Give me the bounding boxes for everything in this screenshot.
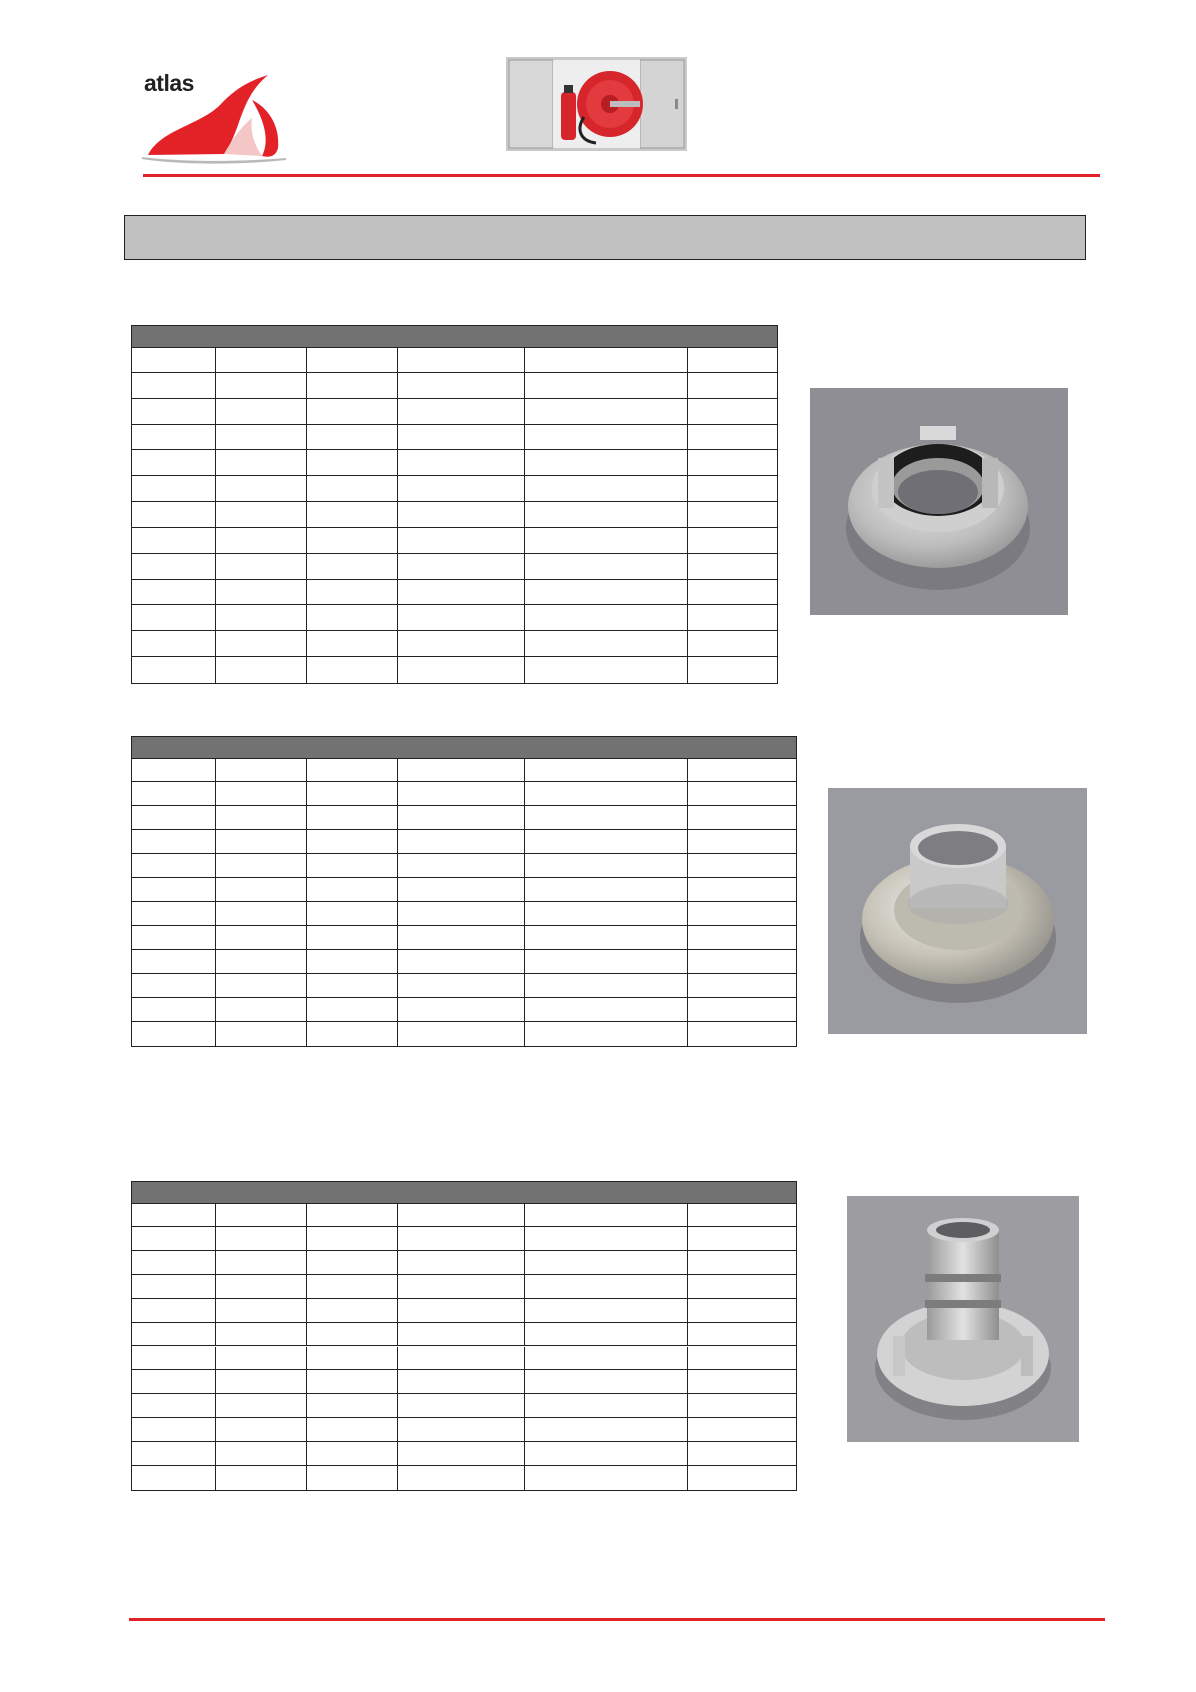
table-cell	[132, 782, 216, 805]
table-cell	[307, 1347, 398, 1370]
table-cell	[216, 1370, 307, 1393]
threaded-coupling-photo	[828, 788, 1087, 1034]
table-cell	[688, 347, 777, 372]
table-cell	[398, 450, 525, 475]
table-cell	[688, 1251, 796, 1274]
table-cell	[216, 528, 307, 553]
table-cell	[132, 1394, 216, 1417]
table-cell	[688, 758, 796, 781]
table-cell	[525, 373, 688, 398]
table-cell	[525, 1418, 688, 1441]
table-cell	[216, 1418, 307, 1441]
table-cell	[307, 902, 398, 925]
table-cell	[132, 1251, 216, 1274]
table-row	[132, 926, 796, 950]
table-row	[132, 1299, 796, 1323]
table-cell	[525, 1323, 688, 1346]
table-cell	[688, 605, 777, 630]
table-cell	[216, 830, 307, 853]
table-row	[132, 1203, 796, 1227]
table-row	[132, 399, 777, 425]
table-cell	[398, 631, 525, 656]
table-row	[132, 1418, 796, 1442]
table-cell	[398, 806, 525, 829]
table-cell	[216, 605, 307, 630]
table-cell	[398, 1347, 525, 1370]
table-cell	[398, 758, 525, 781]
table-cell	[525, 1022, 688, 1046]
table-cell	[688, 580, 777, 605]
table-row	[132, 1394, 796, 1418]
table-cell	[307, 1394, 398, 1417]
table-cell	[132, 373, 216, 398]
table-cell	[525, 1466, 688, 1490]
table-row	[132, 950, 796, 974]
table-cell	[132, 528, 216, 553]
table-cell	[307, 758, 398, 781]
table-header-bar	[132, 326, 777, 348]
table-cell	[216, 1347, 307, 1370]
table-row	[132, 373, 777, 399]
table-cell	[307, 1275, 398, 1298]
table-cell	[307, 347, 398, 372]
table-cell	[525, 974, 688, 997]
table-row	[132, 1323, 796, 1347]
table-cell	[216, 806, 307, 829]
table-cell	[216, 502, 307, 527]
table-cell	[307, 1466, 398, 1490]
table-cell	[307, 1227, 398, 1250]
table-cell	[398, 974, 525, 997]
table-cell	[398, 998, 525, 1021]
table-row	[132, 528, 777, 554]
table-cell	[688, 425, 777, 450]
table-cell	[525, 902, 688, 925]
table-cell	[398, 830, 525, 853]
table-cell	[132, 476, 216, 501]
table-cell	[307, 1203, 398, 1226]
table-row	[132, 830, 796, 854]
table-cell	[132, 347, 216, 372]
table-cell	[525, 605, 688, 630]
table-cell	[216, 950, 307, 973]
table-cell	[525, 926, 688, 949]
table-cell	[132, 1466, 216, 1490]
table-cell	[525, 1251, 688, 1274]
coupling-table-2	[131, 736, 797, 1047]
table-cell	[398, 1394, 525, 1417]
table-cell	[307, 854, 398, 877]
table-cell	[307, 1323, 398, 1346]
table-cell	[132, 605, 216, 630]
table-cell	[525, 1275, 688, 1298]
table-cell	[216, 854, 307, 877]
table-cell	[525, 554, 688, 579]
table-cell	[216, 998, 307, 1021]
table-row	[132, 450, 777, 476]
table-cell	[688, 854, 796, 877]
table-cell	[132, 1227, 216, 1250]
table-cell	[132, 631, 216, 656]
table-cell	[216, 657, 307, 683]
table-cell	[525, 347, 688, 372]
table-row	[132, 1370, 796, 1394]
table-cell	[398, 528, 525, 553]
table-cell	[132, 806, 216, 829]
table-cell	[398, 782, 525, 805]
header-rule	[143, 174, 1100, 177]
table-row	[132, 554, 777, 580]
table-cell	[132, 554, 216, 579]
table-cell	[132, 502, 216, 527]
table-header-bar	[132, 737, 796, 759]
table-cell	[216, 1442, 307, 1465]
table-cell	[398, 1275, 525, 1298]
table-cell	[307, 926, 398, 949]
table-row	[132, 1466, 796, 1490]
table-cell	[688, 1347, 796, 1370]
table-cell	[398, 902, 525, 925]
table-cell	[525, 950, 688, 973]
table-cell	[688, 1275, 796, 1298]
table-cell	[688, 782, 796, 805]
table-row	[132, 580, 777, 606]
table-cell	[525, 1347, 688, 1370]
table-cell	[216, 1203, 307, 1226]
table-cell	[398, 854, 525, 877]
table-cell	[132, 1347, 216, 1370]
table-row	[132, 1227, 796, 1251]
table-row	[132, 347, 777, 373]
table-cell	[216, 878, 307, 901]
table-cell	[525, 1203, 688, 1226]
brand-name: atlas	[144, 70, 194, 96]
table-cell	[132, 1442, 216, 1465]
table-row	[132, 1347, 796, 1371]
table-cell	[307, 450, 398, 475]
table-cell	[688, 1022, 796, 1046]
table-cell	[307, 1299, 398, 1322]
table-cell	[688, 998, 796, 1021]
coupling-table-3	[131, 1181, 797, 1491]
table-cell	[132, 425, 216, 450]
table-cell	[132, 998, 216, 1021]
table-cell	[216, 974, 307, 997]
coupling-table-1	[131, 325, 778, 684]
table-cell	[688, 830, 796, 853]
table-cell	[398, 1203, 525, 1226]
table-cell	[216, 926, 307, 949]
table-cell	[688, 450, 777, 475]
table-row	[132, 1251, 796, 1275]
table-cell	[525, 1370, 688, 1393]
table-cell	[398, 502, 525, 527]
table-cell	[525, 425, 688, 450]
table-cell	[307, 631, 398, 656]
table-cell	[688, 554, 777, 579]
table-cell	[307, 605, 398, 630]
table-row	[132, 476, 777, 502]
table-cell	[307, 1418, 398, 1441]
table-cell	[216, 399, 307, 424]
table-cell	[216, 1466, 307, 1490]
table-cell	[216, 902, 307, 925]
table-cell	[525, 1394, 688, 1417]
table-row	[132, 1442, 796, 1466]
table-cell	[525, 631, 688, 656]
table-row	[132, 782, 796, 806]
table-cell	[307, 830, 398, 853]
table-cell	[132, 878, 216, 901]
table-cell	[398, 878, 525, 901]
table-cell	[525, 1299, 688, 1322]
table-cell	[688, 1466, 796, 1490]
table-cell	[688, 806, 796, 829]
table-row	[132, 1022, 796, 1046]
table-cell	[398, 1022, 525, 1046]
table-row	[132, 806, 796, 830]
table-cell	[525, 758, 688, 781]
table-cell	[688, 1299, 796, 1322]
table-cell	[688, 926, 796, 949]
table-cell	[525, 657, 688, 683]
table-cell	[132, 974, 216, 997]
hose-tail-coupling-photo	[847, 1196, 1079, 1442]
table-cell	[398, 1442, 525, 1465]
table-cell	[525, 450, 688, 475]
table-cell	[216, 425, 307, 450]
table-header-bar	[132, 1182, 796, 1204]
table-cell	[398, 605, 525, 630]
table-cell	[216, 758, 307, 781]
table-cell	[307, 1251, 398, 1274]
table-cell	[398, 476, 525, 501]
table-cell	[398, 373, 525, 398]
table-cell	[688, 476, 777, 501]
table-cell	[132, 1299, 216, 1322]
table-row	[132, 631, 777, 657]
table-cell	[398, 950, 525, 973]
section-title-bar	[124, 215, 1086, 260]
table-cell	[216, 554, 307, 579]
table-cell	[216, 476, 307, 501]
table-cell	[307, 425, 398, 450]
table-cell	[398, 554, 525, 579]
table-cell	[688, 1394, 796, 1417]
table-cell	[525, 528, 688, 553]
table-cell	[398, 1251, 525, 1274]
table-cell	[307, 878, 398, 901]
table-cell	[525, 1227, 688, 1250]
table-cell	[307, 998, 398, 1021]
table-row	[132, 854, 796, 878]
table-cell	[132, 1418, 216, 1441]
table-cell	[132, 830, 216, 853]
table-row	[132, 902, 796, 926]
table-cell	[307, 657, 398, 683]
table-cell	[216, 373, 307, 398]
table-cell	[525, 854, 688, 877]
table-row	[132, 502, 777, 528]
table-cell	[132, 1022, 216, 1046]
table-cell	[307, 950, 398, 973]
table-cell	[398, 1323, 525, 1346]
atlas-logo	[140, 70, 290, 165]
table-cell	[132, 854, 216, 877]
table-cell	[307, 502, 398, 527]
table-cell	[398, 399, 525, 424]
table-cell	[307, 476, 398, 501]
table-cell	[398, 1370, 525, 1393]
table-row	[132, 998, 796, 1022]
table-cell	[307, 806, 398, 829]
table-cell	[307, 974, 398, 997]
table-cell	[132, 758, 216, 781]
table-row	[132, 1275, 796, 1299]
table-cell	[307, 580, 398, 605]
table-cell	[216, 1323, 307, 1346]
table-cell	[688, 631, 777, 656]
table-cell	[688, 1203, 796, 1226]
table-cell	[216, 631, 307, 656]
table-cell	[398, 1299, 525, 1322]
table-row	[132, 605, 777, 631]
table-cell	[398, 580, 525, 605]
table-cell	[525, 878, 688, 901]
table-cell	[688, 1442, 796, 1465]
table-cell	[525, 399, 688, 424]
table-cell	[216, 1022, 307, 1046]
table-cell	[525, 502, 688, 527]
table-cell	[132, 657, 216, 683]
table-cell	[132, 926, 216, 949]
table-cell	[398, 347, 525, 372]
table-cell	[525, 830, 688, 853]
table-cell	[688, 1370, 796, 1393]
table-cell	[216, 1299, 307, 1322]
table-row	[132, 758, 796, 782]
table-cell	[307, 782, 398, 805]
table-cell	[688, 1418, 796, 1441]
table-cell	[525, 806, 688, 829]
table-cell	[398, 1227, 525, 1250]
table-cell	[132, 1370, 216, 1393]
table-row	[132, 425, 777, 451]
table-cell	[688, 399, 777, 424]
table-cell	[307, 1022, 398, 1046]
table-cell	[688, 373, 777, 398]
table-cell	[398, 425, 525, 450]
table-cell	[307, 399, 398, 424]
fixed-coupling-photo	[810, 388, 1068, 615]
table-cell	[688, 528, 777, 553]
table-cell	[688, 502, 777, 527]
table-cell	[688, 657, 777, 683]
table-cell	[216, 1251, 307, 1274]
table-cell	[216, 1227, 307, 1250]
table-row	[132, 878, 796, 902]
table-cell	[398, 657, 525, 683]
table-cell	[132, 580, 216, 605]
table-cell	[132, 902, 216, 925]
table-cell	[216, 580, 307, 605]
table-cell	[688, 974, 796, 997]
table-cell	[525, 580, 688, 605]
table-cell	[688, 1227, 796, 1250]
table-row	[132, 657, 777, 683]
table-cell	[307, 554, 398, 579]
table-cell	[132, 1275, 216, 1298]
table-cell	[307, 528, 398, 553]
table-cell	[688, 1323, 796, 1346]
table-cell	[398, 1418, 525, 1441]
table-cell	[688, 950, 796, 973]
table-cell	[216, 1394, 307, 1417]
table-cell	[216, 450, 307, 475]
hose-reel-cabinet-photo	[506, 57, 687, 151]
table-cell	[307, 1370, 398, 1393]
table-cell	[307, 1442, 398, 1465]
footer-rule	[129, 1618, 1105, 1621]
table-cell	[688, 902, 796, 925]
table-cell	[307, 373, 398, 398]
table-cell	[132, 450, 216, 475]
table-cell	[688, 878, 796, 901]
table-cell	[216, 1275, 307, 1298]
table-cell	[525, 476, 688, 501]
table-cell	[132, 1203, 216, 1226]
table-cell	[216, 347, 307, 372]
table-cell	[525, 782, 688, 805]
table-cell	[216, 782, 307, 805]
table-cell	[398, 1466, 525, 1490]
table-cell	[398, 926, 525, 949]
table-cell	[525, 1442, 688, 1465]
table-cell	[132, 399, 216, 424]
table-cell	[132, 1323, 216, 1346]
table-row	[132, 974, 796, 998]
table-cell	[132, 950, 216, 973]
table-cell	[525, 998, 688, 1021]
